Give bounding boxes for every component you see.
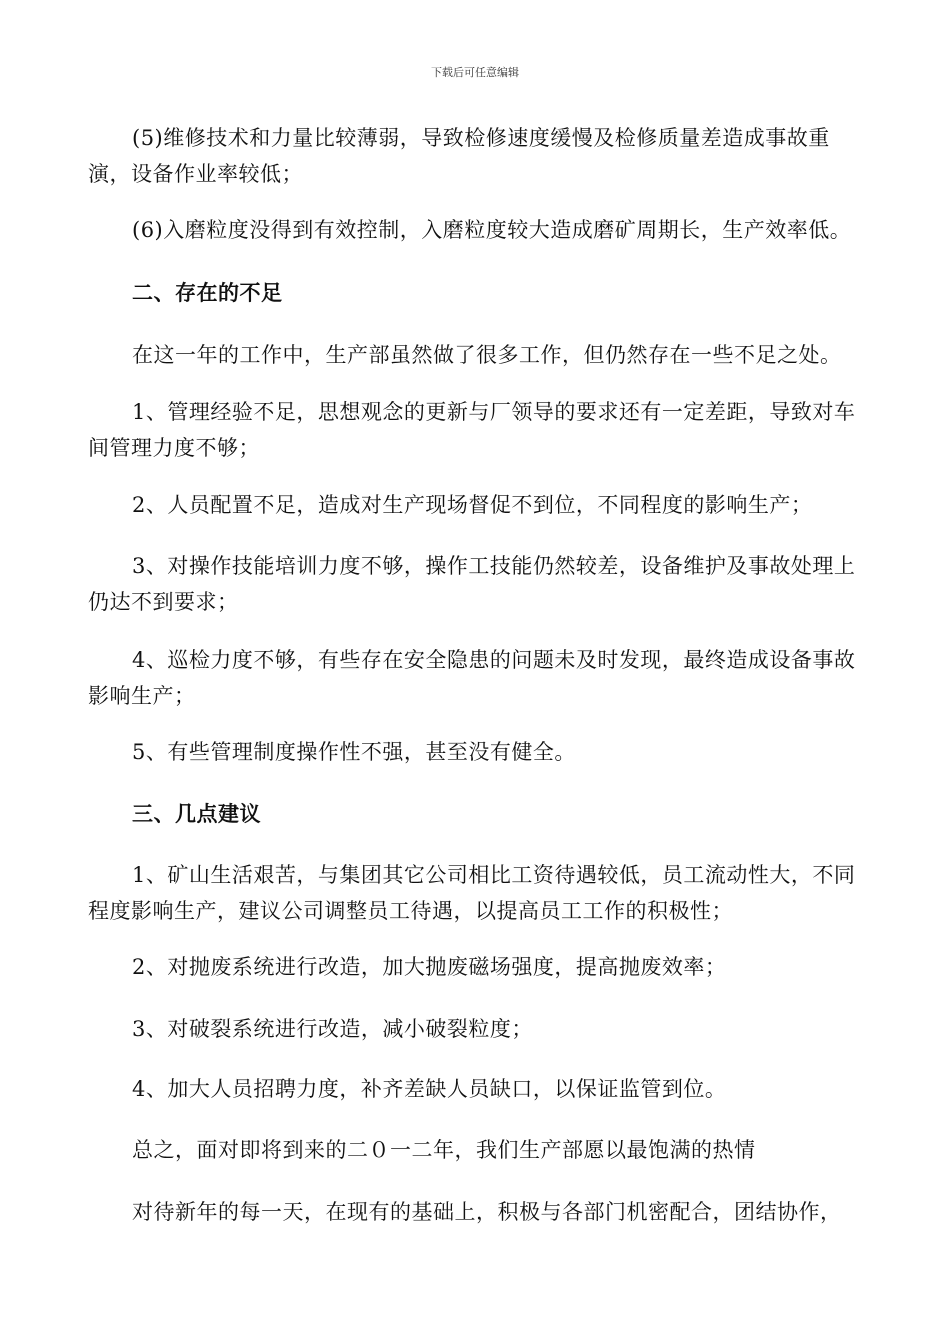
paragraph-intro: 在这一年的工作中，生产部虽然做了很多工作，但仍然存在一些不足之处。 (132, 343, 842, 367)
paragraph-5: (5)维修技术和力量比较薄弱，导致检修速度缓慢及检修质量差造成事故重演，设备作业率较低； (88, 126, 830, 186)
paragraph-shortcoming-3: 3、对操作技能培训力度不够，操作工技能仍然较差，设备维护及事故处理上仍达不到要求； (88, 554, 856, 614)
paragraph-6: (6)入磨粒度没得到有效控制，入磨粒度较大造成磨矿周期长，生产效率低。 (132, 218, 852, 242)
paragraph-shortcoming-4: 4、巡检力度不够，有些存在安全隐患的问题未及时发现，最终造成设备事故影响生产； (88, 648, 856, 708)
paragraph-shortcoming-2: 2、人员配置不足，造成对生产现场督促不到位，不同程度的影响生产； (132, 493, 813, 517)
paragraph-shortcoming-1: 1、管理经验不足，思想观念的更新与厂领导的要求还有一定差距，导致对车间管理力度不够； (88, 400, 856, 460)
paragraph-conclusion-continued: 对待新年的每一天，在现有的基础上，积极与各部门机密配合，团结协作， (132, 1200, 842, 1224)
paragraph-conclusion: 总之，面对即将到来的二０一二年，我们生产部愿以最饱满的热情 (132, 1138, 756, 1162)
paragraph-shortcoming-5: 5、有些管理制度操作性不强，甚至没有健全。 (132, 740, 576, 764)
paragraph-suggestion-2: 2、对抛废系统进行改造，加大抛废磁场强度，提高抛废效率； (132, 955, 727, 979)
paragraph-suggestion-1: 1、矿山生活艰苦，与集团其它公司相比工资待遇较低，员工流动性大，不同程度影响生产，建议公司调整员工待遇，以提高员工工作的积极性； (88, 863, 856, 923)
paragraph-suggestion-4: 4、加大人员招聘力度，补齐差缺人员缺口，以保证监管到位。 (132, 1077, 727, 1101)
paragraph-suggestion-3: 3、对破裂系统进行改造，减小破裂粒度； (132, 1017, 533, 1041)
page-header: 下载后可任意编辑 (431, 66, 519, 79)
section-heading-2: 二、存在的不足 (132, 281, 283, 305)
section-heading-3: 三、几点建议 (132, 802, 261, 826)
